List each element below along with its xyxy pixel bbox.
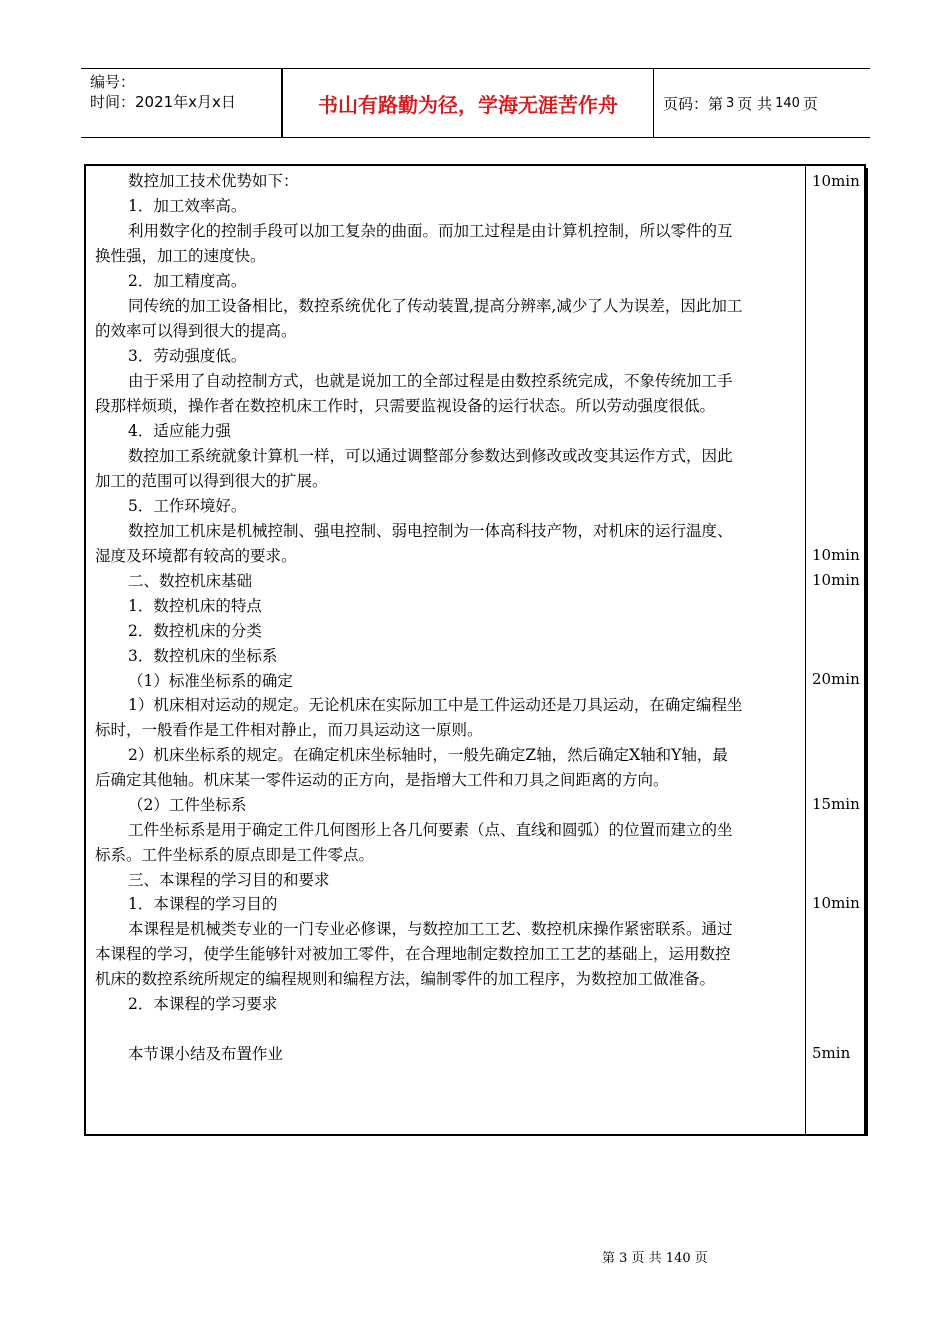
content-line: 工件坐标系是用于确定工件几何图形上各几何要素（点、直线和圆弧）的位置而建立的坐 [128,821,733,839]
content-line: 2．加工精度高。 [128,272,247,290]
section-heading: 二、数控机床基础 [128,572,253,590]
content-line: 5．工作环境好。 [128,497,247,515]
page-total: 140 [775,95,800,111]
content-line: 后确定其他轴。机床某一零件运动的正方向，是指增大工件和刀具之间距离的方向。 [95,771,669,789]
content-line: （2）工件坐标系 [128,796,247,814]
time-cell: 10min [812,172,860,190]
content-line: 2．数控机床的分类 [128,622,262,640]
content-line: 1．数控机床的特点 [128,597,262,615]
header-motto: 书山有路勤为径，学海无涯苦作舟 [318,92,618,117]
column-divider [805,166,806,1134]
section-heading: 三、本课程的学习目的和要求 [128,871,330,889]
content-line: 数控加工技术优势如下： [128,172,299,190]
header-meta [81,69,281,137]
content-line: 标时，一般看作是工件相对静止，而刀具运动这一原则。 [95,721,483,739]
time-cell: 10min [812,546,860,564]
content-line: 3．数控机床的坐标系 [128,647,278,665]
time-cell: 5min [812,1044,851,1062]
content-line: 利用数字化的控制手段可以加工复杂的曲面。而加工过程是由计算机控制，所以零件的互 [128,222,733,240]
page-end: 页 [802,94,818,113]
page-number: 3 [726,95,735,111]
content-line: 由于采用了自动控制方式，也就是说加工的全部过程是由数控系统完成，不象传统加工手 [128,372,733,390]
content-line: 数控加工系统就象计算机一样，可以通过调整部分参数达到修改或改变其运作方式，因此 [128,447,733,465]
content-line: 1．加工效率高。 [128,197,247,215]
time-cell: 15min [812,795,860,813]
time-cell: 10min [812,894,860,912]
page-mid: 页 共 [737,94,773,113]
header-page-info [663,69,818,137]
content-line: 段那样烦琐，操作者在数控机床工作时，只需要监视设备的运行状态。所以劳动强度很低。 [95,397,716,415]
page-footer: 第 3 页 共 140 页 [602,1251,708,1266]
content-line: 2）机床坐标系的规定。在确定机床坐标轴时，一般先确定Z轴，然后确定X轴和Y轴，最 [128,746,728,764]
time-cell: 10min [812,571,860,589]
content-line: 2．本课程的学习要求 [128,995,278,1013]
content-line: 标系。工件坐标系的原点即是工件零点。 [95,846,375,864]
content-line: 1）机床相对运动的规定。无论机床在实际加工中是工件运动还是刀具运动，在确定编程坐 [128,696,743,714]
page-label: 页码：第 [663,94,724,113]
content-line: 机床的数控系统所规定的编程规则和编程方法，编制零件的加工程序，为数控加工做准备。 [95,970,716,988]
content-line: （1）标准坐标系的确定 [128,672,293,690]
number-label: 编号： [90,73,136,91]
table-shadow [866,168,868,1136]
header-divider [653,69,654,137]
content-line: 加工的范围可以得到很大的扩展。 [95,472,328,490]
content-line: 换性强，加工的速度快。 [95,247,266,265]
content-line: 湿度及环境都有较高的要求。 [95,547,297,565]
content-line: 3．劳动强度低。 [128,347,247,365]
content-line: 本节课小结及布置作业 [128,1045,284,1063]
content-line: 数控加工机床是机械控制、强电控制、弱电控制为一体高科技产物，对机床的运行温度、 [128,522,733,540]
page-header [81,68,870,138]
content-line: 4．适应能力强 [128,422,231,440]
content-line: 同传统的加工设备相比，数控系统优化了传动装置,提高分辨率,减少了人为误差，因此加工 [128,297,743,315]
content-line: 本课程是机械类专业的一门专业必修课，与数控加工工艺、数控机床操作紧密联系。通过 [128,920,733,938]
content-line: 的效率可以得到很大的提高。 [95,322,297,340]
time-cell: 20min [812,670,860,688]
content-line: 本课程的学习，使学生能够针对被加工零件，在合理地制定数控加工工艺的基础上，运用数控 [95,945,731,963]
time-label: 时间：2021年x月x日 [90,93,236,111]
content-line: 1．本课程的学习目的 [128,895,278,913]
